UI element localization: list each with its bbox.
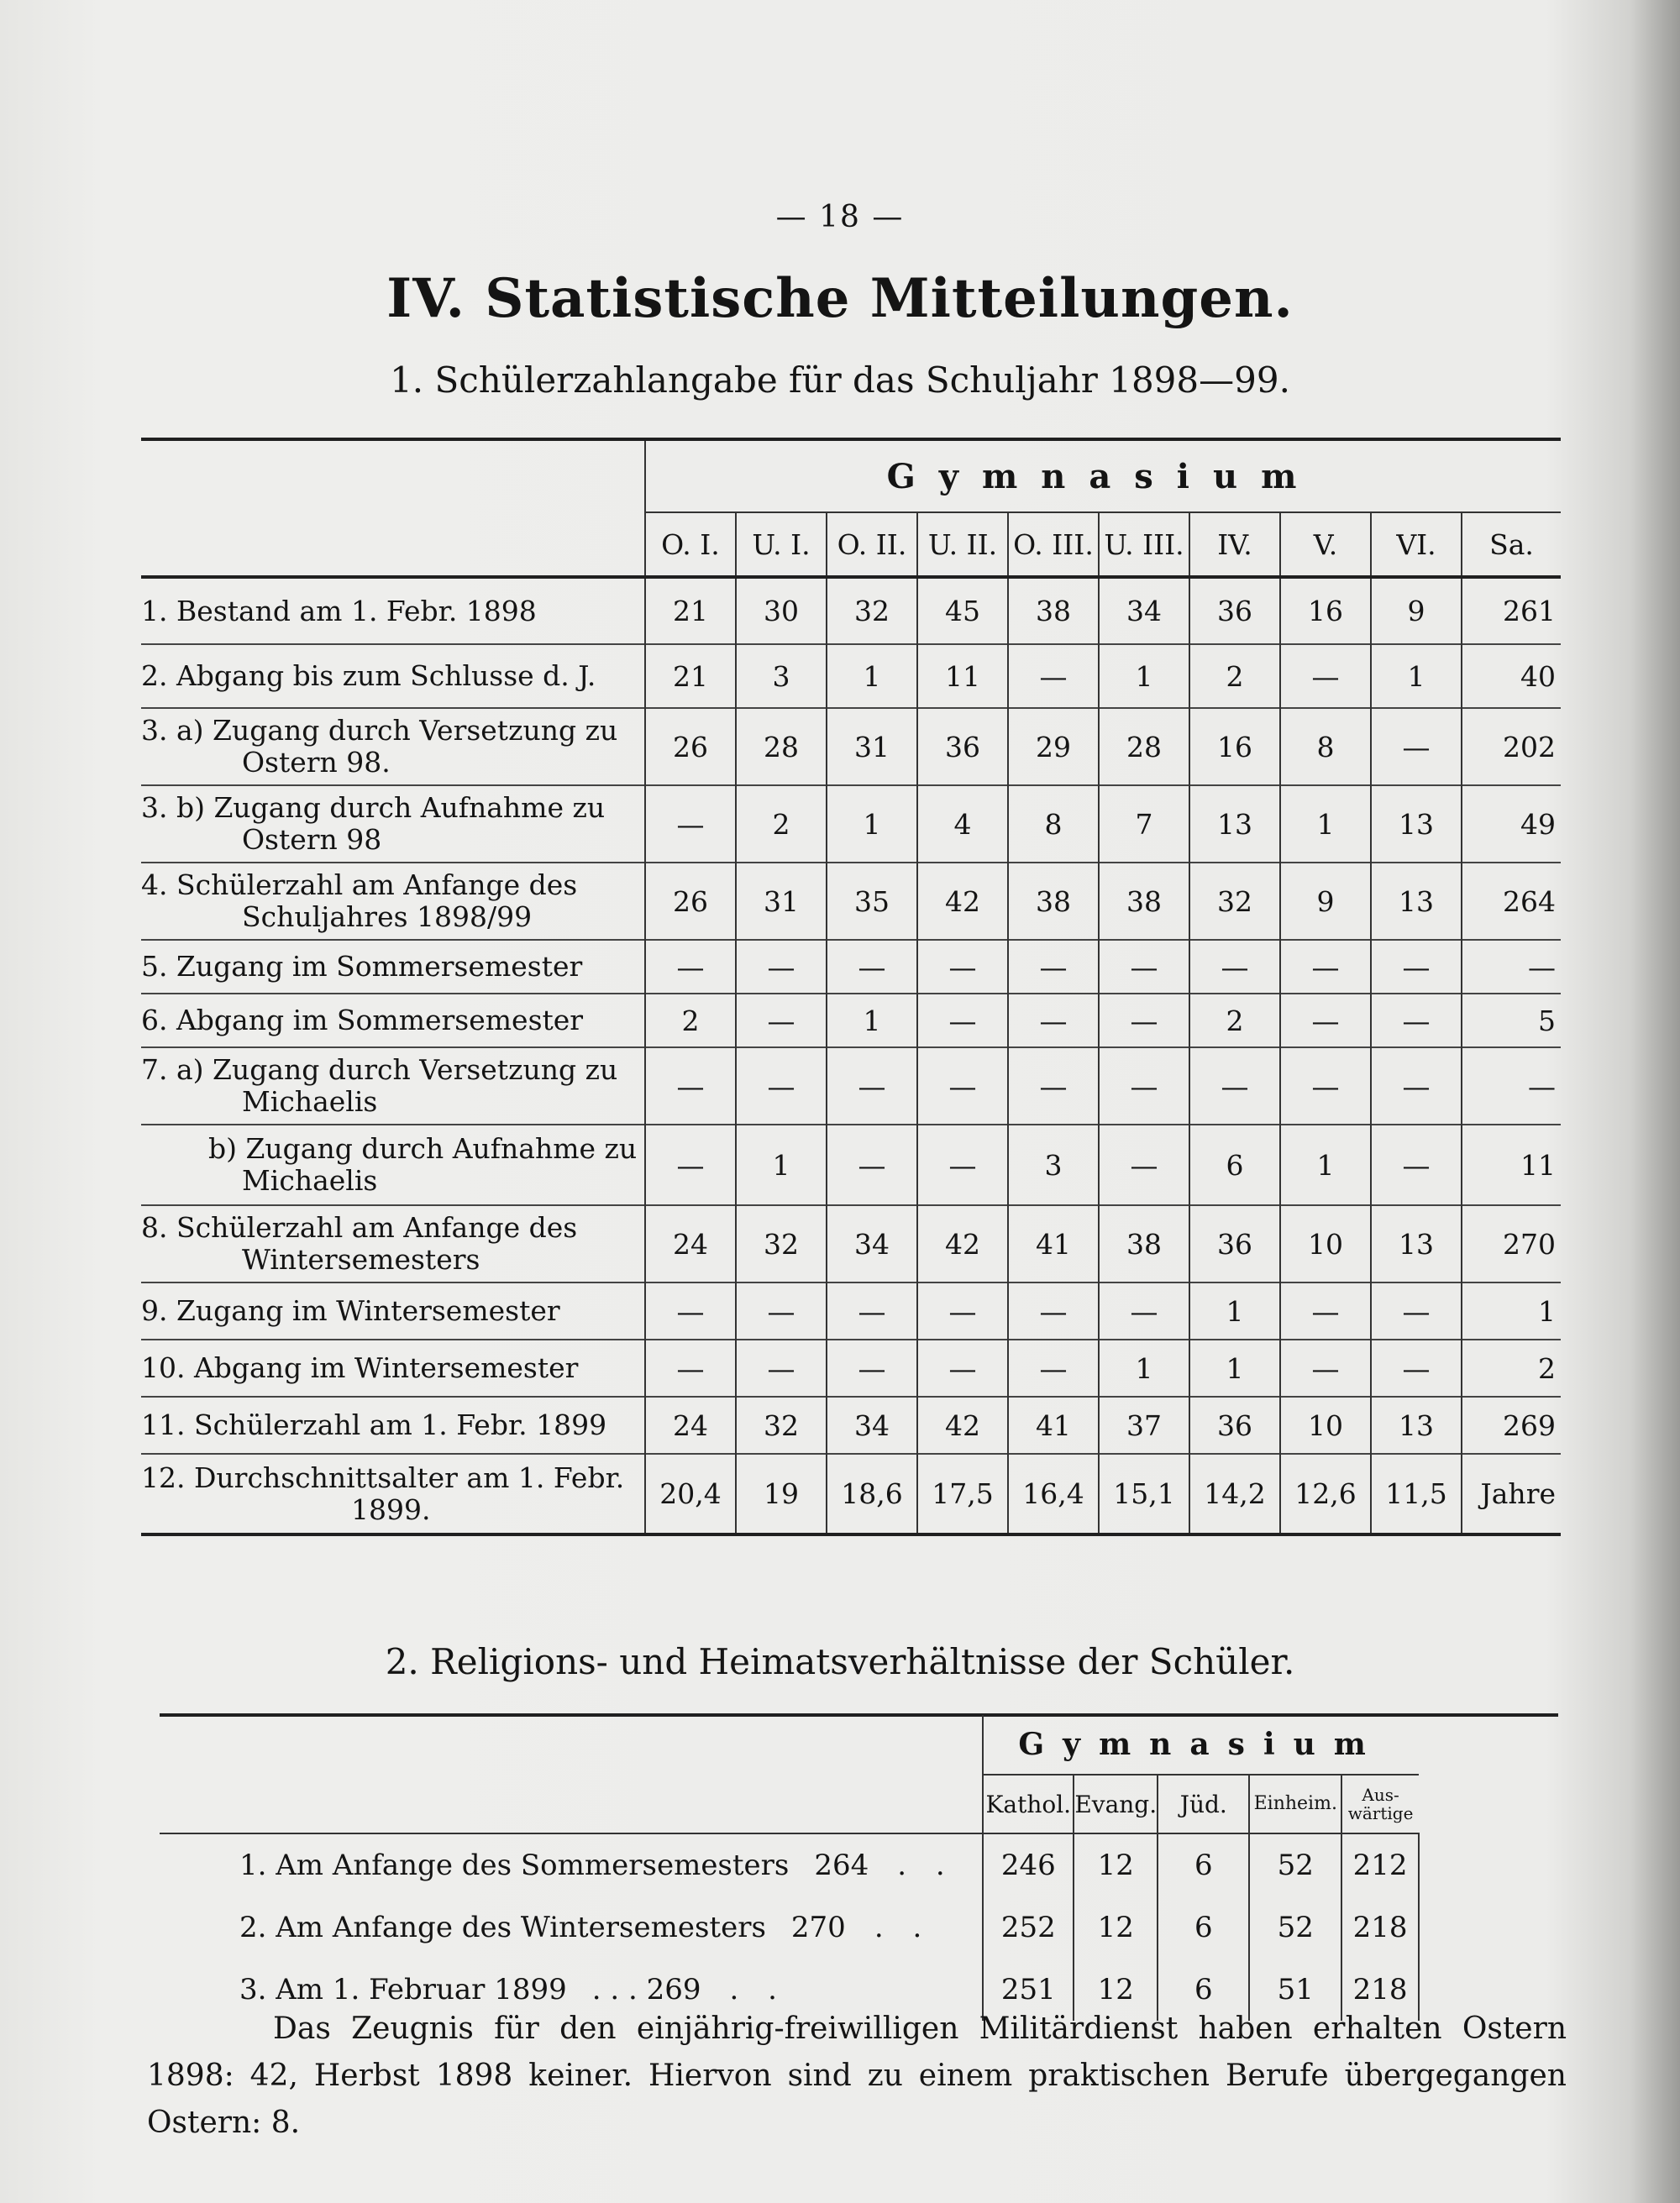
table-row bbox=[141, 1454, 1561, 1534]
table-cell: 13 bbox=[1371, 785, 1462, 863]
table-cell: 41 bbox=[1008, 1397, 1099, 1454]
table-row bbox=[160, 1833, 1419, 1896]
row-total: 264 bbox=[814, 1849, 869, 1882]
table-cell: — bbox=[917, 994, 1008, 1047]
row-label-line: 12. Durchschnittsalter am 1. Febr. bbox=[141, 1461, 625, 1494]
table-cell: — bbox=[1099, 1282, 1189, 1340]
table-cell: 52 bbox=[1249, 1833, 1341, 1896]
table-cell: 52 bbox=[1249, 1896, 1341, 1959]
table-row bbox=[160, 1896, 1419, 1959]
table-cell: 36 bbox=[1189, 577, 1280, 644]
table-cell: 1 bbox=[827, 785, 917, 863]
table-cell: 4 bbox=[917, 785, 1008, 863]
table-cell: 1 bbox=[1280, 1125, 1371, 1205]
table-cell: 36 bbox=[1189, 1205, 1280, 1282]
table-cell: 9 bbox=[1280, 863, 1371, 940]
table-cell: 51 bbox=[1249, 1959, 1341, 2021]
table-cell: 34 bbox=[827, 1397, 917, 1454]
table-cell: — bbox=[1189, 1047, 1280, 1125]
table-cell: 261 bbox=[1462, 577, 1561, 644]
row-label bbox=[141, 1282, 645, 1340]
table-row bbox=[141, 1282, 1561, 1340]
table-cell: — bbox=[1371, 1340, 1462, 1397]
table-cell: — bbox=[1371, 1125, 1462, 1205]
leader-dots: . . bbox=[897, 1849, 955, 1882]
page-title: IV. Statistische Mitteilungen. bbox=[386, 267, 1294, 330]
gymnasium-group-label: Gymnasium bbox=[645, 439, 1561, 512]
table-cell: — bbox=[917, 940, 1008, 994]
column-header: IV. bbox=[1189, 512, 1280, 577]
row-label bbox=[141, 994, 645, 1047]
table-row bbox=[141, 1205, 1561, 1282]
column-header: O. III. bbox=[1008, 512, 1099, 577]
table-cell: — bbox=[827, 1047, 917, 1125]
table-cell: 2 bbox=[1189, 644, 1280, 708]
column-header-auswaertige: Aus- wärtige bbox=[1341, 1775, 1419, 1833]
table-cell: — bbox=[1371, 708, 1462, 785]
column-header: U. II. bbox=[917, 512, 1008, 577]
column-header: U. I. bbox=[736, 512, 827, 577]
header-blank bbox=[160, 1715, 983, 1775]
row-label-line: 1899. bbox=[351, 1492, 431, 1526]
table-cell: — bbox=[645, 940, 736, 994]
column-header: U. III. bbox=[1099, 512, 1189, 577]
row-label-line: b) Zugang durch Aufnahme zu bbox=[208, 1132, 638, 1165]
table-cell: — bbox=[736, 1340, 827, 1397]
table-cell: 3 bbox=[736, 644, 827, 708]
row-label-line: 11. Schülerzahl am 1. Febr. 1899 bbox=[141, 1408, 607, 1441]
row-label-line: 3. a) Zugang durch Versetzung zu bbox=[141, 714, 618, 747]
table-cell: 202 bbox=[1462, 708, 1561, 785]
table-cell: 28 bbox=[736, 708, 827, 785]
column-header-einheim: Einheim. bbox=[1249, 1775, 1341, 1833]
table-cell: 13 bbox=[1371, 1397, 1462, 1454]
table-cell: — bbox=[1008, 1282, 1099, 1340]
table-cell: — bbox=[917, 1282, 1008, 1340]
table-cell: 24 bbox=[645, 1205, 736, 1282]
table-cell: 16 bbox=[1189, 708, 1280, 785]
section1-heading: 1. Schülerzahlangabe für das Schuljahr 1898—99. bbox=[390, 359, 1290, 401]
row-label-line: 1. Bestand am 1. Febr. 1898 bbox=[141, 594, 537, 627]
row-label-text: 1. Am Anfange des Sommersemesters bbox=[239, 1849, 790, 1882]
table-cell: — bbox=[1371, 1047, 1462, 1125]
row-label bbox=[141, 708, 645, 785]
table-cell: 1 bbox=[1462, 1282, 1561, 1340]
row-label-line: Ostern 98 bbox=[242, 823, 382, 856]
table-cell: 2 bbox=[645, 994, 736, 1047]
table-cell: 32 bbox=[736, 1397, 827, 1454]
leader-dots: . . bbox=[729, 1973, 787, 2006]
table-cell: — bbox=[1008, 940, 1099, 994]
page-number: — 18 — bbox=[775, 200, 905, 234]
table-cell: 9 bbox=[1371, 577, 1462, 644]
table-cell: — bbox=[736, 940, 827, 994]
table-cell: 14,2 bbox=[1189, 1454, 1280, 1534]
table-cell: 49 bbox=[1462, 785, 1561, 863]
table-cell: 2 bbox=[736, 785, 827, 863]
table-cell: — bbox=[736, 1047, 827, 1125]
table-cell: — bbox=[1099, 994, 1189, 1047]
table-cell: 1 bbox=[827, 994, 917, 1047]
row-label-line: Ostern 98. bbox=[242, 746, 391, 779]
table-cell: 20,4 bbox=[645, 1454, 736, 1534]
row-label-line: Schuljahres 1898/99 bbox=[242, 900, 533, 933]
table-cell: 38 bbox=[1008, 577, 1099, 644]
table-cell: 10 bbox=[1280, 1397, 1371, 1454]
table-cell: 32 bbox=[827, 577, 917, 644]
table-cell: 13 bbox=[1371, 863, 1462, 940]
row-label bbox=[141, 940, 645, 994]
table-row bbox=[141, 940, 1561, 994]
table-cell: 12 bbox=[1074, 1896, 1158, 1959]
table-cell: 212 bbox=[1341, 1833, 1419, 1896]
table-cell: 16,4 bbox=[1008, 1454, 1099, 1534]
table-cell: 218 bbox=[1341, 1959, 1419, 2021]
table-cell: — bbox=[827, 1282, 917, 1340]
table-cell: 1 bbox=[1189, 1340, 1280, 1397]
table-cell: 12 bbox=[1074, 1959, 1158, 2021]
row-label-line: 4. Schülerzahl am Anfange des bbox=[141, 868, 578, 901]
table-cell: 36 bbox=[917, 708, 1008, 785]
table-cell: 31 bbox=[827, 708, 917, 785]
table-cell: — bbox=[645, 1340, 736, 1397]
table-cell: 12 bbox=[1074, 1833, 1158, 1896]
table-cell: — bbox=[1371, 1282, 1462, 1340]
table-cell: 13 bbox=[1189, 785, 1280, 863]
table-cell: — bbox=[1280, 1047, 1371, 1125]
table-cell: 5 bbox=[1462, 994, 1561, 1047]
table-cell: 38 bbox=[1099, 1205, 1189, 1282]
table-row bbox=[141, 1125, 1561, 1205]
table-cell: 34 bbox=[1099, 577, 1189, 644]
table-cell: 1 bbox=[827, 644, 917, 708]
table-cell: — bbox=[645, 1047, 736, 1125]
table-cell: 2 bbox=[1462, 1340, 1561, 1397]
table-cell: 8 bbox=[1280, 708, 1371, 785]
table-cell: — bbox=[917, 1340, 1008, 1397]
column-header-evang: Evang. bbox=[1074, 1775, 1158, 1833]
row-label bbox=[141, 1125, 645, 1205]
table-cell: 34 bbox=[827, 1205, 917, 1282]
table-cell: 42 bbox=[917, 1397, 1008, 1454]
table-cell: — bbox=[1280, 1340, 1371, 1397]
table-cell: — bbox=[1280, 644, 1371, 708]
table-cell: 270 bbox=[1462, 1205, 1561, 1282]
row-label bbox=[141, 1205, 645, 1282]
table-cell: 18,6 bbox=[827, 1454, 917, 1534]
table-cell: — bbox=[827, 940, 917, 994]
table-row bbox=[141, 1340, 1561, 1397]
section2-heading: 2. Religions- und Heimatsverhältnisse der Schüler. bbox=[385, 1641, 1295, 1682]
row-label bbox=[160, 1833, 983, 1896]
table-cell: 11 bbox=[1462, 1125, 1561, 1205]
header-blank bbox=[160, 1775, 983, 1833]
table-cell: 17,5 bbox=[917, 1454, 1008, 1534]
table-cell: 19 bbox=[736, 1454, 827, 1534]
row-label bbox=[160, 1896, 983, 1959]
row-label-line: 10. Abgang im Wintersemester bbox=[141, 1351, 579, 1384]
row-label-line: 8. Schülerzahl am Anfange des bbox=[141, 1211, 578, 1244]
table-cell: 6 bbox=[1189, 1125, 1280, 1205]
table-cell: — bbox=[917, 1047, 1008, 1125]
table-cell: — bbox=[1189, 940, 1280, 994]
row-label bbox=[141, 577, 645, 644]
table-cell: 1 bbox=[736, 1125, 827, 1205]
column-header-kathol: Kathol. bbox=[983, 1775, 1074, 1833]
row-label bbox=[141, 1454, 645, 1534]
table-cell: — bbox=[1371, 940, 1462, 994]
table-cell: 3 bbox=[1008, 1125, 1099, 1205]
table-cell: 35 bbox=[827, 863, 917, 940]
table-cell: 15,1 bbox=[1099, 1454, 1189, 1534]
table-cell: — bbox=[1099, 1047, 1189, 1125]
footnote-paragraph: Das Zeugnis für den einjährig-freiwilligen Militärdienst haben erhalten Ostern 1898: 42, Herbst 1898 keiner. Hiervon sind zu einem praktischen Berufe übergegangen Ostern: 8. bbox=[147, 2012, 1567, 2140]
table-row bbox=[141, 994, 1561, 1047]
table-cell: — bbox=[645, 1282, 736, 1340]
table-cell: 12,6 bbox=[1280, 1454, 1371, 1534]
table-cell: 8 bbox=[1008, 785, 1099, 863]
table-cell: 6 bbox=[1158, 1959, 1249, 2021]
row-label bbox=[141, 863, 645, 940]
table-cell: — bbox=[736, 1282, 827, 1340]
table-cell: — bbox=[645, 785, 736, 863]
table-cell: 31 bbox=[736, 863, 827, 940]
row-label-line: Michaelis bbox=[242, 1164, 378, 1197]
table-cell: 251 bbox=[983, 1959, 1074, 2021]
table-cell: 269 bbox=[1462, 1397, 1561, 1454]
table-cell: 16 bbox=[1280, 577, 1371, 644]
table-cell: 26 bbox=[645, 708, 736, 785]
table-cell: 11 bbox=[917, 644, 1008, 708]
table-cell: — bbox=[645, 1125, 736, 1205]
table-row bbox=[141, 577, 1561, 644]
table-cell: — bbox=[827, 1340, 917, 1397]
table-cell: 1 bbox=[1099, 1340, 1189, 1397]
table-cell: — bbox=[1008, 1047, 1099, 1125]
table-row bbox=[141, 644, 1561, 708]
table-cell: — bbox=[1008, 1340, 1099, 1397]
table-row bbox=[141, 863, 1561, 940]
table-cell: — bbox=[1008, 994, 1099, 1047]
table-cell: 30 bbox=[736, 577, 827, 644]
row-label-line: 6. Abgang im Sommersemester bbox=[141, 1004, 584, 1036]
table-cell: 21 bbox=[645, 577, 736, 644]
row-label-line: Wintersemesters bbox=[242, 1243, 480, 1276]
table-cell: 42 bbox=[917, 1205, 1008, 1282]
column-header: V. bbox=[1280, 512, 1371, 577]
table-cell: 45 bbox=[917, 577, 1008, 644]
header-blank bbox=[141, 512, 645, 577]
table-cell: 218 bbox=[1341, 1896, 1419, 1959]
student-count-table bbox=[141, 438, 1561, 1536]
table-cell: 41 bbox=[1008, 1205, 1099, 1282]
gymnasium-group-label: Gymnasium bbox=[983, 1715, 1419, 1775]
table-cell: 21 bbox=[645, 644, 736, 708]
table-cell: 1 bbox=[1371, 644, 1462, 708]
leader-dots: . . bbox=[874, 1911, 932, 1944]
row-label-text: 3. Am 1. Februar 1899 bbox=[239, 1973, 567, 2006]
table-cell: — bbox=[736, 994, 827, 1047]
row-total: . . . 269 bbox=[591, 1973, 701, 2006]
row-label bbox=[141, 644, 645, 708]
row-label-line: 7. a) Zugang durch Versetzung zu bbox=[141, 1053, 618, 1086]
row-label-line: 9. Zugang im Wintersemester bbox=[141, 1294, 560, 1327]
row-label bbox=[141, 1047, 645, 1125]
table-cell: — bbox=[917, 1125, 1008, 1205]
table-cell: 38 bbox=[1008, 863, 1099, 940]
table-cell: 37 bbox=[1099, 1397, 1189, 1454]
table-row bbox=[141, 1047, 1561, 1125]
row-label bbox=[141, 785, 645, 863]
table-cell: 32 bbox=[736, 1205, 827, 1282]
column-header: O. I. bbox=[645, 512, 736, 577]
table-row bbox=[141, 785, 1561, 863]
table-cell: 246 bbox=[983, 1833, 1074, 1896]
table-cell: 2 bbox=[1189, 994, 1280, 1047]
table-cell: 13 bbox=[1371, 1205, 1462, 1282]
table-cell: Jahre bbox=[1462, 1454, 1561, 1534]
row-label-line: 3. b) Zugang durch Aufnahme zu bbox=[141, 791, 606, 824]
table-cell: — bbox=[1008, 644, 1099, 708]
column-header: O. II. bbox=[827, 512, 917, 577]
row-label-line: 2. Abgang bis zum Schlusse d. J. bbox=[141, 659, 596, 692]
table-cell: — bbox=[1462, 1047, 1561, 1125]
column-header-jued: Jüd. bbox=[1158, 1775, 1249, 1833]
table-cell: 10 bbox=[1280, 1205, 1371, 1282]
table-cell: — bbox=[827, 1125, 917, 1205]
table-cell: 1 bbox=[1189, 1282, 1280, 1340]
row-label-line: 5. Zugang im Sommersemester bbox=[141, 950, 583, 983]
table-cell: — bbox=[1280, 994, 1371, 1047]
table-cell: — bbox=[1280, 940, 1371, 994]
table-cell: 252 bbox=[983, 1896, 1074, 1959]
table-cell: 6 bbox=[1158, 1833, 1249, 1896]
table-cell: 6 bbox=[1158, 1896, 1249, 1959]
table-cell: 36 bbox=[1189, 1397, 1280, 1454]
table-cell: 1 bbox=[1099, 644, 1189, 708]
table-cell: 28 bbox=[1099, 708, 1189, 785]
column-header: VI. bbox=[1371, 512, 1462, 577]
table-cell: 7 bbox=[1099, 785, 1189, 863]
table-row bbox=[141, 708, 1561, 785]
table-cell: — bbox=[1280, 1282, 1371, 1340]
row-label bbox=[141, 1397, 645, 1454]
row-label-line: Michaelis bbox=[242, 1085, 378, 1118]
table-cell: 40 bbox=[1462, 644, 1561, 708]
table-cell: 264 bbox=[1462, 863, 1561, 940]
row-total: 270 bbox=[790, 1911, 846, 1944]
column-header: Sa. bbox=[1462, 512, 1561, 577]
table-cell: 11,5 bbox=[1371, 1454, 1462, 1534]
table-cell: 42 bbox=[917, 863, 1008, 940]
table-cell: — bbox=[1099, 940, 1189, 994]
table-cell: 29 bbox=[1008, 708, 1099, 785]
header-blank bbox=[141, 439, 645, 512]
row-label bbox=[141, 1340, 645, 1397]
religion-residence-table bbox=[160, 1715, 1420, 2021]
row-label-text: 2. Am Anfange des Wintersemesters bbox=[239, 1911, 766, 1944]
table-cell: 26 bbox=[645, 863, 736, 940]
table-cell: — bbox=[1099, 1125, 1189, 1205]
table-cell: 38 bbox=[1099, 863, 1189, 940]
table-cell: — bbox=[1371, 994, 1462, 1047]
table-cell: 24 bbox=[645, 1397, 736, 1454]
table-cell: 1 bbox=[1280, 785, 1371, 863]
table-cell: 32 bbox=[1189, 863, 1280, 940]
table-row bbox=[141, 1397, 1561, 1454]
table-cell: — bbox=[1462, 940, 1561, 994]
